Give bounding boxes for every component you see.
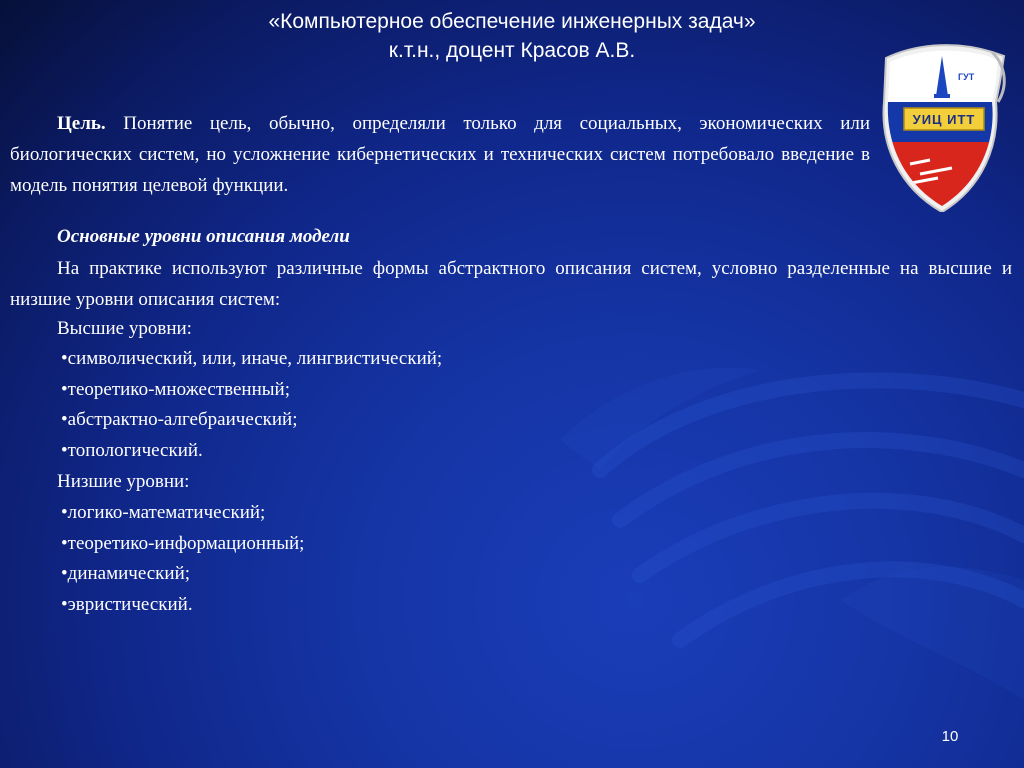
author-line: к.т.н., доцент Красов А.В. — [388, 39, 636, 62]
list-item: •теоретико-множественный; — [61, 379, 290, 400]
intro-text: На практике используют различные формы абстрактного описания систем, условно разделенные на высшие и низшие уровни описания систем: — [10, 258, 1012, 310]
goal-paragraph — [10, 108, 870, 201]
high-levels-label: Высшие уровни: — [57, 318, 192, 339]
list-item: •теоретико-информационный; — [61, 533, 305, 554]
slide-header — [0, 7, 1024, 65]
list-item: •логико-математический; — [61, 502, 266, 523]
goal-label: Цель. — [57, 113, 106, 134]
list-item: •символический, или, иначе, лингвистический; — [61, 348, 443, 369]
list-item: •топологический. — [61, 440, 203, 461]
list-item: •динамический; — [61, 563, 191, 584]
university-crest-logo — [880, 42, 1010, 212]
list-item: •абстрактно-алгебраический; — [61, 409, 298, 430]
crest-text: УИЦ ИТТ — [912, 112, 976, 127]
section-heading: Основные уровни описания модели — [57, 226, 350, 247]
low-levels-label: Низшие уровни: — [57, 471, 190, 492]
intro-paragraph — [10, 253, 1012, 315]
course-title: «Компьютерное обеспечение инженерных задач» — [268, 10, 756, 33]
list-item: •эвристический. — [61, 594, 193, 615]
page-number: 10 — [941, 728, 959, 745]
crest-small-text: ГУТ — [958, 72, 975, 82]
goal-text: Понятие цель, обычно, определяли только для социальных, экономических или биологических систем, но усложнение кибернетических и технических систем потребовало введение в модель понятия целевой функции. — [10, 113, 871, 196]
